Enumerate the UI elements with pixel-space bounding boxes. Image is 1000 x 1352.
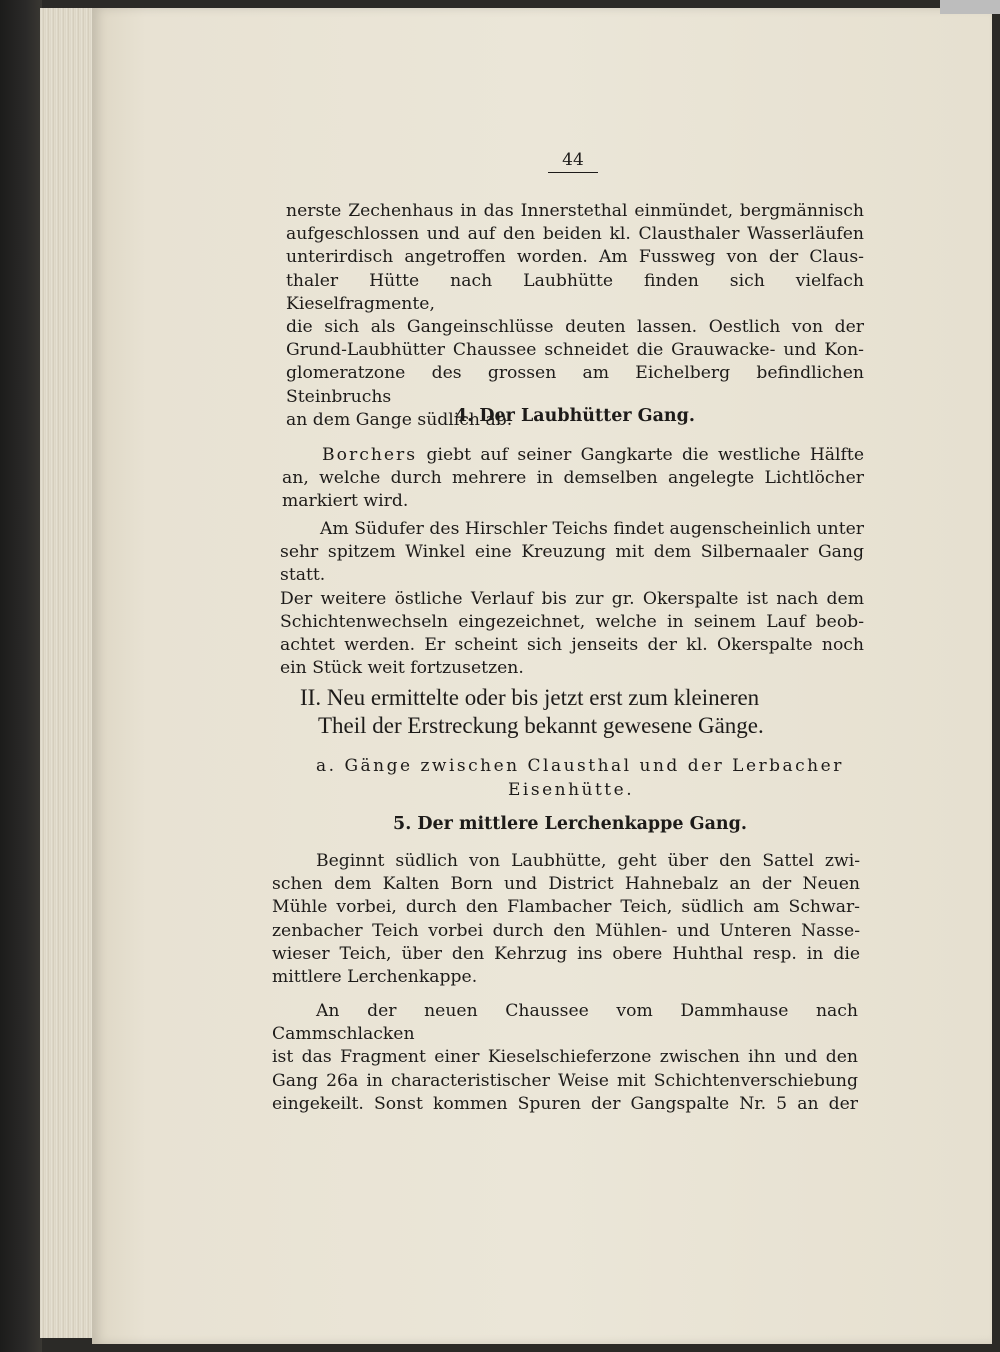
text-line: unterirdisch angetroffen worden. Am Fussweg von der Claus- bbox=[286, 247, 864, 268]
section-4-paragraph-1 bbox=[282, 444, 864, 514]
page-number: 44 bbox=[548, 150, 598, 173]
text-line: schen dem Kalten Born und District Hahnebalz an der Neuen bbox=[272, 874, 860, 895]
subsection-a-title bbox=[316, 754, 876, 802]
part-2-title bbox=[300, 684, 860, 740]
text-line: zenbacher Teich vorbei durch den Mühlen- und Unteren Nasse- bbox=[272, 920, 860, 941]
section-4-heading: 4. Der Laubhütter Gang. bbox=[455, 406, 695, 426]
text-fragment: giebt auf seiner Gangkarte die westliche Hälfte bbox=[417, 445, 864, 465]
text-line: wieser Teich, über den Kehrzug ins obere Huhthal resp. in die bbox=[272, 943, 860, 964]
section-5-heading: 5. Der mittlere Lerchenkappe Gang. bbox=[393, 814, 747, 834]
scan-corner bbox=[940, 0, 1000, 14]
text-line: Der weitere östliche Verlauf bis zur gr. Okerspalte ist nach dem bbox=[280, 588, 864, 609]
text-line: An der neuen Chaussee vom Dammhause nach Cammschlacken bbox=[272, 1001, 858, 1045]
text-line: an, welche durch mehrere in demselben angelegte Lichtlöcher bbox=[282, 468, 864, 489]
text-line: nerste Zechenhaus in das Innerstethal einmündet, bergmännisch bbox=[286, 201, 864, 221]
text-line: Mühle vorbei, durch den Flambacher Teich, südlich am Schwar- bbox=[272, 897, 860, 918]
text-line: eingekeilt. Sonst kommen Spuren der Gangspalte Nr. 5 an der bbox=[272, 1093, 858, 1114]
text-line: die sich als Gangeinschlüsse deuten lassen. Oestlich von der bbox=[286, 317, 864, 338]
text-line: Grund-Laubhütter Chaussee schneidet die Grauwacke- und Kon- bbox=[286, 340, 864, 361]
text-line: ein Stück weit fortzusetzen. bbox=[280, 658, 524, 679]
text-line: Gang 26a in characteristischer Weise mit Schichtenverschiebung bbox=[272, 1070, 858, 1091]
book-binding bbox=[0, 0, 42, 1352]
text-line: aufgeschlossen und auf den beiden kl. Clausthaler Wasserläufen bbox=[286, 224, 864, 245]
text-line: an dem Gange südlich ab. bbox=[286, 409, 513, 430]
author-name: Borchers bbox=[322, 445, 418, 465]
intro-paragraph bbox=[286, 200, 864, 432]
page-edges bbox=[40, 8, 96, 1338]
text-line: sehr spitzem Winkel eine Kreuzung mit dem Silbernaaler Gang statt. bbox=[280, 542, 864, 586]
text-line: Schichtenwechseln eingezeichnet, welche in seinem Lauf beob- bbox=[280, 611, 864, 632]
section-5-paragraph-1 bbox=[272, 850, 860, 989]
part-2-title-line-1: II. Neu ermittelte oder bis jetzt erst zum kleineren bbox=[300, 685, 760, 710]
text-line: ist das Fragment einer Kieselschieferzone zwischen ihn und den bbox=[272, 1047, 858, 1068]
subsection-a-line-1: a. Gänge zwischen Clausthal und der Lerbacher bbox=[316, 756, 844, 776]
text-line: Am Südufer des Hirschler Teichs findet augenscheinlich unter bbox=[320, 519, 864, 539]
text-line: Beginnt südlich von Laubhütte, geht über den Sattel zwi- bbox=[316, 851, 860, 871]
text-line bbox=[282, 444, 864, 467]
section-5-paragraph-2 bbox=[272, 1000, 858, 1116]
text-line: markiert wird. bbox=[282, 491, 409, 512]
section-4-paragraph-2 bbox=[280, 518, 864, 680]
part-2-title-line-2: Theil der Erstreckung bekannt gewesene Gänge. bbox=[318, 713, 764, 738]
text-line: mittlere Lerchenkappe. bbox=[272, 967, 478, 988]
text-line: glomeratzone des grossen am Eichelberg befindlichen Steinbruchs bbox=[286, 363, 864, 407]
text-line: achtet werden. Er scheint sich jenseits der kl. Okerspalte noch bbox=[280, 635, 864, 656]
text-line: thaler Hütte nach Laubhütte finden sich vielfach Kieselfragmente, bbox=[286, 270, 864, 314]
subsection-a-line-2: Eisenhütte. bbox=[508, 780, 635, 800]
